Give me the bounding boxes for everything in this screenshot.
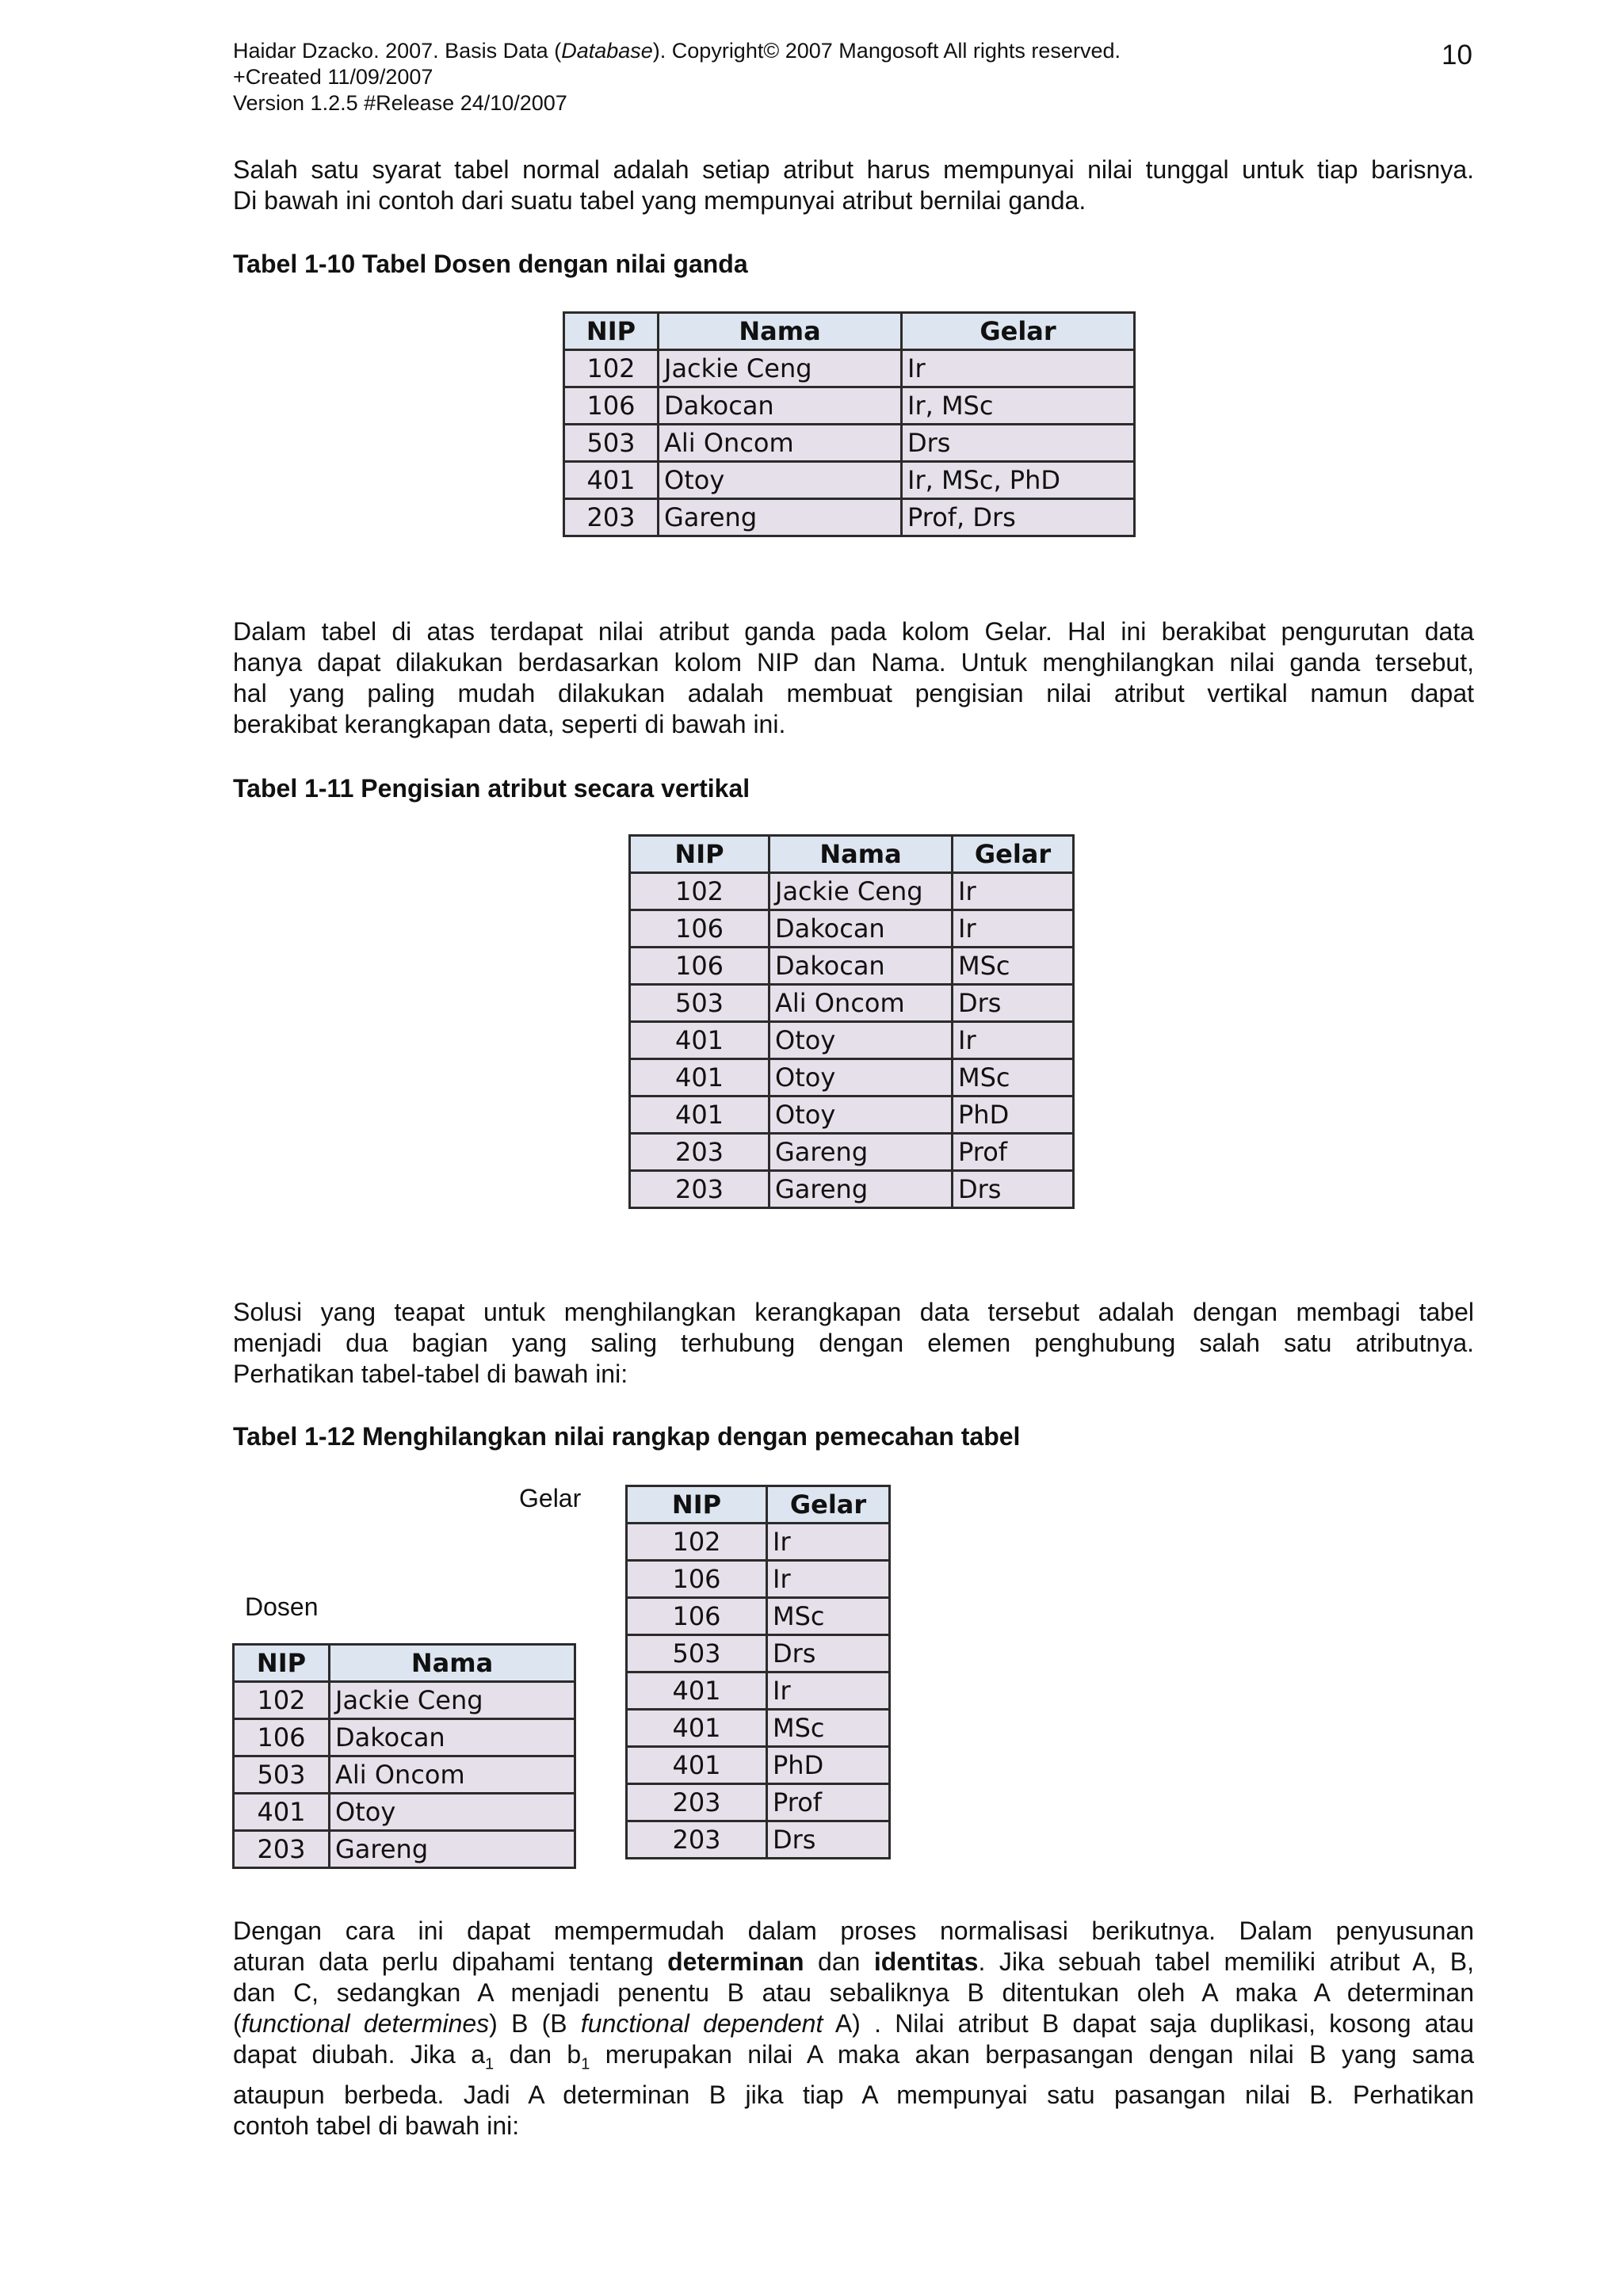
paragraph-multivalue	[233, 616, 1474, 740]
term-functional-determines: functional determines	[241, 2009, 490, 2038]
cell-nip: 503	[627, 1635, 767, 1672]
table-row	[234, 1756, 575, 1794]
header-citation-pre: Haidar Dzacko. 2007. Basis Data (	[233, 39, 562, 63]
column-header-nama: Nama	[659, 313, 902, 350]
paragraph-line: dapat diubah. Jika $a_1$ dan $b_1$ merupakan nilai A maka akan berpasangan dengan nilai B yang sama	[233, 2040, 1475, 2073]
cell-gelar: Ir	[767, 1524, 890, 1561]
cell-nip: 401	[630, 1022, 769, 1059]
cell-nip: 106	[627, 1561, 767, 1598]
table-row	[627, 1821, 890, 1859]
cell-nip: 503	[630, 985, 769, 1022]
cell-nama: Ali Oncom	[659, 425, 902, 462]
cell-nip: 102	[630, 873, 769, 910]
column-header-gelar: Gelar	[767, 1486, 890, 1524]
cell-gelar: PhD	[953, 1097, 1074, 1134]
cell-nip: 401	[627, 1672, 767, 1710]
cell-nama: Gareng	[330, 1831, 575, 1868]
paragraph-line: aturan data perlu dipahami tentang determinan dan identitas. Jika sebuah tabel memiliki atribut A, B,	[233, 1947, 1475, 1976]
table-row	[630, 873, 1074, 910]
paragraph-solution	[233, 1297, 1474, 1390]
paragraph-line: hanya dapat dilakukan berdasarkan kolom NIP dan Nama. Untuk menghilangkan nilai ganda tersebut,	[233, 648, 1474, 677]
table12-caption: Tabel 1-12 Menghilangkan nilai rangkap dengan pemecahan tabel	[233, 1422, 1021, 1451]
table10	[563, 311, 1136, 537]
cell-nip: 106	[564, 387, 659, 425]
header-citation-post: ). Copyright© 2007 Mangosoft All rights reserved.	[652, 39, 1121, 63]
cell-gelar: MSc	[767, 1710, 890, 1747]
cell-nip: 401	[630, 1059, 769, 1097]
page-number: 10	[1442, 40, 1472, 71]
header-citation	[233, 38, 1121, 64]
column-header-nip: NIP	[627, 1486, 767, 1524]
cell-gelar: Ir	[953, 873, 1074, 910]
cell-nama: Jackie Ceng	[659, 350, 902, 387]
cell-gelar: Ir	[767, 1672, 890, 1710]
column-header-gelar: Gelar	[953, 836, 1074, 873]
cell-nip: 106	[630, 948, 769, 985]
intro-paragraph	[233, 154, 1474, 216]
cell-gelar: Ir	[767, 1561, 890, 1598]
cell-nama: Gareng	[769, 1171, 953, 1208]
cell-nama: Otoy	[769, 1097, 953, 1134]
cell-gelar: Drs	[953, 1171, 1074, 1208]
document-header	[233, 38, 1121, 116]
cell-nip: 503	[234, 1756, 330, 1794]
cell-gelar: Prof	[953, 1134, 1074, 1171]
cell-gelar: Drs	[953, 985, 1074, 1022]
cell-nip: 102	[234, 1682, 330, 1719]
table-row	[630, 910, 1074, 948]
table-row	[630, 1022, 1074, 1059]
table-row	[564, 350, 1135, 387]
cell-gelar: MSc	[953, 948, 1074, 985]
intro-line: Salah satu syarat tabel normal adalah setiap atribut harus mempunyai nilai tunggal untuk tiap barisnya.	[233, 155, 1474, 184]
header-created: +Created 11/09/2007	[233, 65, 433, 89]
cell-nama: Dakocan	[769, 910, 953, 948]
paragraph-line: (functional determines) B (B functional dependent A) . Nilai atribut B dapat saja duplikasi, kosong atau	[233, 2009, 1474, 2038]
cell-nama: Dakocan	[769, 948, 953, 985]
cell-nama: Ali Oncom	[769, 985, 953, 1022]
paragraph-line: Dengan cara ini dapat mempermudah dalam proses normalisasi berikutnya. Dalam penyusunan	[233, 1917, 1474, 1945]
table-row	[627, 1524, 890, 1561]
table-row	[234, 1794, 575, 1831]
cell-nama: Dakocan	[330, 1719, 575, 1756]
paragraph-line: Dalam tabel di atas terdapat nilai atribut ganda pada kolom Gelar. Hal ini berakibat pengurutan data	[233, 617, 1474, 646]
table-row	[627, 1672, 890, 1710]
term-functional-dependent: functional dependent	[580, 2009, 823, 2038]
cell-nip: 401	[564, 462, 659, 499]
cell-gelar: Ir	[953, 910, 1074, 948]
table-row	[630, 1171, 1074, 1208]
column-header-nama: Nama	[330, 1645, 575, 1682]
header-citation-italic: Database	[561, 39, 653, 63]
paragraph-determinant	[233, 1916, 1474, 2142]
paragraph-line: menjadi dua bagian yang saling terhubung dengan elemen penghubung salah satu atributnya.	[233, 1329, 1474, 1357]
cell-nip: 106	[234, 1719, 330, 1756]
table-row	[234, 1682, 575, 1719]
paragraph-line: dan C, sedangkan A menjadi penentu B atau sebaliknya B ditentukan oleh A maka A determinan	[233, 1978, 1474, 2007]
term-identitas: identitas	[873, 1947, 979, 1976]
gelar-table	[625, 1485, 891, 1859]
cell-gelar: Ir, MSc	[902, 387, 1135, 425]
cell-gelar: Drs	[902, 425, 1135, 462]
cell-nip: 203	[564, 499, 659, 536]
cell-gelar: MSc	[767, 1598, 890, 1635]
cell-gelar: MSc	[953, 1059, 1074, 1097]
cell-nip: 203	[234, 1831, 330, 1868]
cell-gelar: Drs	[767, 1635, 890, 1672]
cell-gelar: Prof, Drs	[902, 499, 1135, 536]
paragraph-line: hal yang paling mudah dilakukan adalah membuat pengisian nilai atribut vertikal namun dapat	[233, 679, 1474, 707]
table-header-row	[627, 1486, 890, 1524]
gelar-table-label: Gelar	[519, 1484, 582, 1512]
table-row	[627, 1598, 890, 1635]
table10-caption: Tabel 1-10 Tabel Dosen dengan nilai ganda	[233, 250, 748, 278]
column-header-nama: Nama	[769, 836, 953, 873]
cell-nama: Jackie Ceng	[769, 873, 953, 910]
table-row	[564, 499, 1135, 536]
table-row	[564, 462, 1135, 499]
cell-nip: 503	[564, 425, 659, 462]
cell-nip: 401	[630, 1097, 769, 1134]
cell-gelar: Ir	[902, 350, 1135, 387]
cell-nip: 203	[627, 1784, 767, 1821]
table-row	[630, 1097, 1074, 1134]
table-row	[630, 948, 1074, 985]
table-row	[630, 1134, 1074, 1171]
cell-nama: Otoy	[769, 1022, 953, 1059]
column-header-nip: NIP	[234, 1645, 330, 1682]
dosen-table-label: Dosen	[245, 1592, 319, 1621]
table-row	[627, 1747, 890, 1784]
cell-nip: 106	[627, 1598, 767, 1635]
cell-nama: Gareng	[769, 1134, 953, 1171]
table-row	[234, 1831, 575, 1868]
table11	[628, 834, 1075, 1209]
table-row	[627, 1784, 890, 1821]
cell-nama: Otoy	[769, 1059, 953, 1097]
cell-gelar: Ir, MSc, PhD	[902, 462, 1135, 499]
table-row	[564, 387, 1135, 425]
table-row	[564, 425, 1135, 462]
cell-nip: 106	[630, 910, 769, 948]
table11-caption: Tabel 1-11 Pengisian atribut secara vertikal	[233, 774, 750, 803]
cell-nip: 102	[627, 1524, 767, 1561]
column-header-gelar: Gelar	[902, 313, 1135, 350]
column-header-nip: NIP	[630, 836, 769, 873]
cell-nip: 401	[627, 1747, 767, 1784]
dosen-table	[232, 1643, 576, 1869]
table-row	[630, 1059, 1074, 1097]
cell-nama: Jackie Ceng	[330, 1682, 575, 1719]
paragraph-line: Solusi yang teapat untuk menghilangkan kerangkapan data tersebut adalah dengan membagi tabel	[233, 1298, 1474, 1326]
paragraph-line: berakibat kerangkapan data, seperti di bawah ini.	[233, 710, 786, 738]
table-header-row	[564, 313, 1135, 350]
table-header-row	[234, 1645, 575, 1682]
cell-nama: Otoy	[659, 462, 902, 499]
paragraph-line: contoh tabel di bawah ini:	[233, 2111, 520, 2141]
cell-nip: 203	[627, 1821, 767, 1859]
table-row	[234, 1719, 575, 1756]
column-header-nip: NIP	[564, 313, 659, 350]
cell-nama: Otoy	[330, 1794, 575, 1831]
term-determinan: determinan	[667, 1947, 804, 1976]
cell-nip: 203	[630, 1134, 769, 1171]
cell-nip: 203	[630, 1171, 769, 1208]
table-header-row	[630, 836, 1074, 873]
paragraph-line: Perhatikan tabel-tabel di bawah ini:	[233, 1360, 628, 1388]
table-row	[627, 1710, 890, 1747]
cell-gelar: PhD	[767, 1747, 890, 1784]
header-version: Version 1.2.5 #Release 24/10/2007	[233, 91, 567, 115]
cell-gelar: Drs	[767, 1821, 890, 1859]
table-row	[630, 985, 1074, 1022]
cell-nama: Gareng	[659, 499, 902, 536]
cell-gelar: Prof	[767, 1784, 890, 1821]
cell-nip: 102	[564, 350, 659, 387]
cell-nama: Ali Oncom	[330, 1756, 575, 1794]
table-row	[627, 1635, 890, 1672]
cell-nip: 401	[234, 1794, 330, 1831]
table-row	[627, 1561, 890, 1598]
cell-nama: Dakocan	[659, 387, 902, 425]
cell-nip: 401	[627, 1710, 767, 1747]
paragraph-line: ataupun berbeda. Jadi A determinan B jika tiap A mempunyai satu pasangan nilai B. Perhatikan	[233, 2081, 1474, 2110]
intro-line: Di bawah ini contoh dari suatu tabel yang mempunyai atribut bernilai ganda.	[233, 186, 1086, 215]
cell-gelar: Ir	[953, 1022, 1074, 1059]
